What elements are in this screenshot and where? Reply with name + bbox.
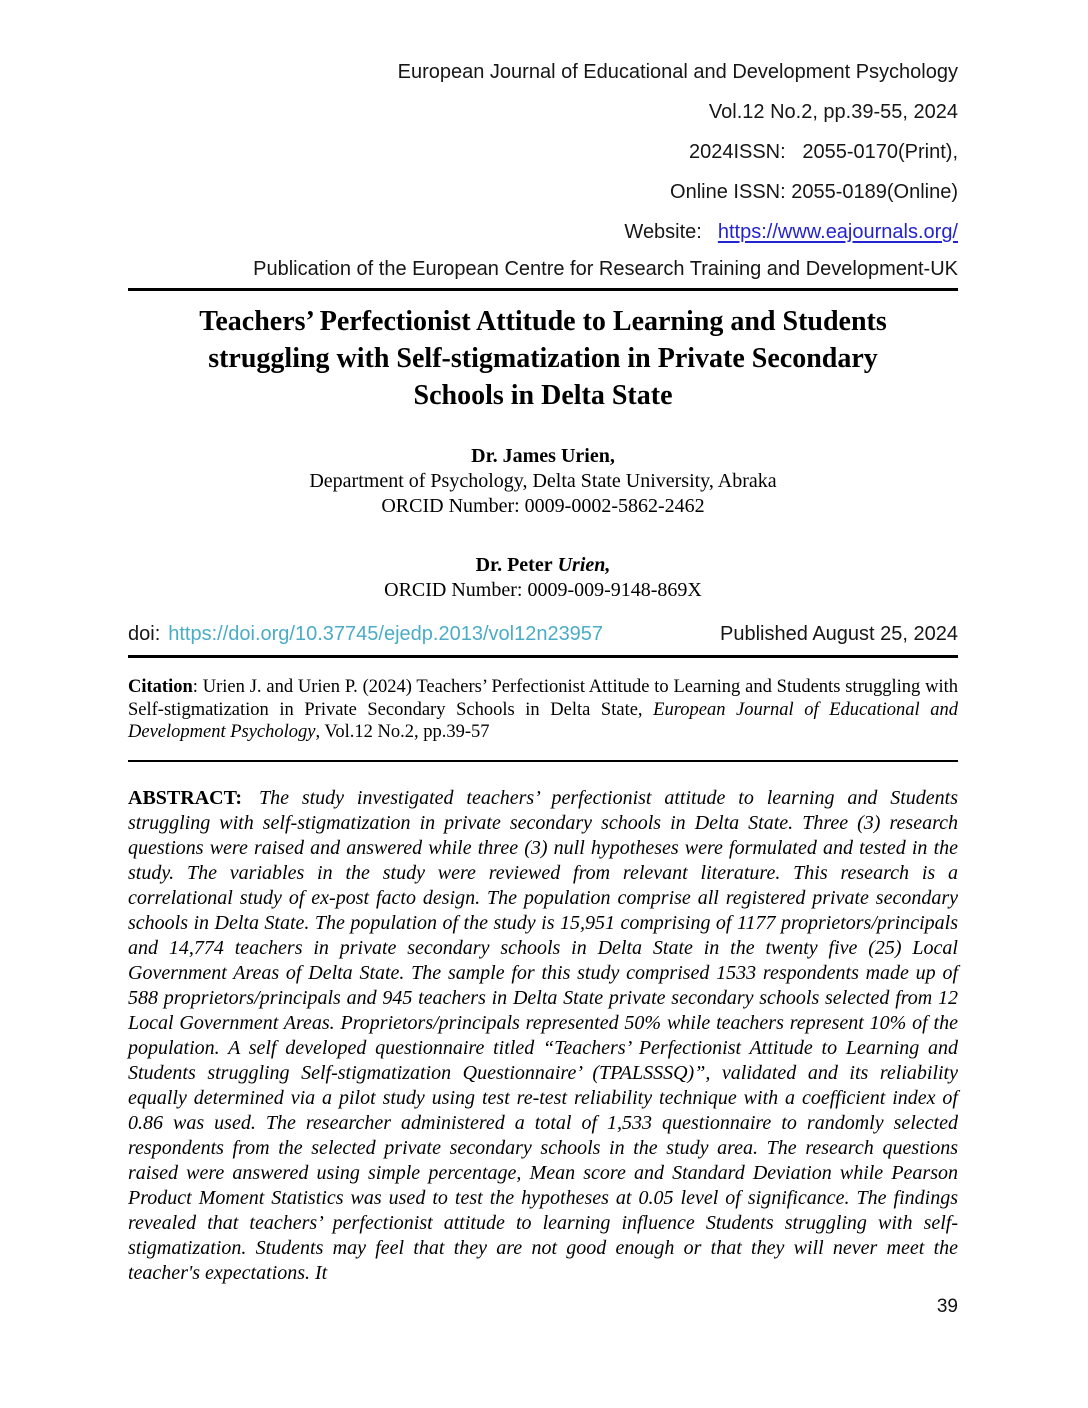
issn-online: Online ISSN: 2055-0189(Online) bbox=[670, 181, 958, 203]
author-2-name bbox=[128, 553, 958, 578]
website-row bbox=[128, 212, 958, 252]
published-date: Published August 25, 2024 bbox=[720, 623, 958, 645]
abstract-paragraph bbox=[128, 786, 958, 1286]
citation-text: : Urien J. and Urien P. (2024) Teachers’ Perfectionist Attitude to Learning and Students struggling with Self-stigmatization in Private Secondary Schools in Delta State, bbox=[128, 677, 958, 720]
author-2 bbox=[128, 553, 958, 603]
author-2-name-prefix: Dr. Peter bbox=[475, 554, 553, 576]
citation-label: Citation bbox=[128, 677, 193, 697]
publication-note: Publication of the European Centre for Research Training and Development-UK bbox=[253, 258, 958, 280]
citation-pages: , Vol.12 No.2, pp.39-57 bbox=[315, 722, 490, 742]
website-link[interactable]: https://www.eajournals.org/ bbox=[717, 221, 958, 243]
doi-link[interactable]: https://doi.org/10.37745/ejedp.2013/vol12n23957 bbox=[168, 623, 604, 645]
citation-rule bbox=[128, 760, 958, 762]
author-1-affiliation: Department of Psychology, Delta State University, Abraka bbox=[309, 470, 777, 492]
author-2-orcid: ORCID Number: 0009-009-9148-869X bbox=[384, 579, 702, 601]
journal-header bbox=[128, 52, 958, 291]
volume-info: Vol.12 No.2, pp.39-55, 2024 bbox=[708, 101, 958, 123]
citation-paragraph bbox=[128, 676, 958, 744]
author-1 bbox=[128, 444, 958, 519]
paper-title bbox=[128, 303, 958, 414]
title-line-3: Schools in Delta State bbox=[413, 380, 673, 411]
website-label: Website: bbox=[624, 221, 702, 243]
page-number: 39 bbox=[936, 1296, 958, 1317]
title-line-1: Teachers’ Perfectionist Attitude to Learning and Students bbox=[199, 306, 887, 337]
title-line-2: struggling with Self-stigmatization in Private Secondary bbox=[208, 343, 878, 374]
journal-name: European Journal of Educational and Development Psychology bbox=[397, 61, 958, 83]
publication-row bbox=[128, 252, 958, 291]
doi-label: doi: bbox=[128, 623, 161, 645]
doi-left bbox=[128, 623, 603, 646]
author-1-name: Dr. James Urien, bbox=[471, 445, 615, 467]
citation-journal-name: European Journal of Educational and Development Psychology bbox=[128, 699, 958, 742]
author-2-name-surname: Urien, bbox=[557, 554, 611, 576]
issn-print: 2024ISSN: 2055-0170(Print), bbox=[688, 141, 958, 163]
authors-section bbox=[128, 444, 958, 603]
abstract-text: The study investigated teachers’ perfectionist attitude to learning and Students struggling with self-stigmatization in private secondary schools in Delta State. Three (3) research questions were raised and answered while three (3) null hypotheses were formulated and tested in the study. The variables in the study were reviewed from relevant literature. This research is a correlational study of ex-post facto design. The population comprise all registered private secondary schools in Delta State. The population of the study is 15,951 comprising of 1177 proprietors/principals and 14,774 teachers in private secondary schools in Delta State in the twenty five (25) Local Government Areas of Delta State. The sample for this study comprised 1533 respondents made up of 588 proprietors/principals and 945 teachers in Delta State private secondary schools selected from 12 Local Government Areas. Proprietors/principals represented 50% while teachers represent 10% of the population. A self developed questionnaire titled “Teachers’ Perfectionist Attitude to Learning and Students struggling Self-stigmatization Questionnaire’ (TPALSSSQ)”, validated and its reliability equally determined via a pilot study using test re-test reliability technique with a coefficient index of 0.86 was used. The researcher administered a total of 1,533 questionnaire to randomly selected respondents from the selected private secondary schools in the study area. The research questions raised were answered using simple percentage, Mean score and Standard Deviation while Pearson Product Moment Statistics was used to test the hypotheses at 0.05 level of significance. The findings revealed that teachers’ perfectionist attitude to learning influence Students struggling with self-stigmatization. Students may feel that they are not good enough or that they will never meet the teacher's expectations. It bbox=[128, 786, 959, 1284]
doi-row bbox=[128, 623, 958, 658]
author-1-orcid: ORCID Number: 0009-0002-5862-2462 bbox=[381, 495, 705, 517]
abstract-label: ABSTRACT: bbox=[128, 786, 243, 809]
